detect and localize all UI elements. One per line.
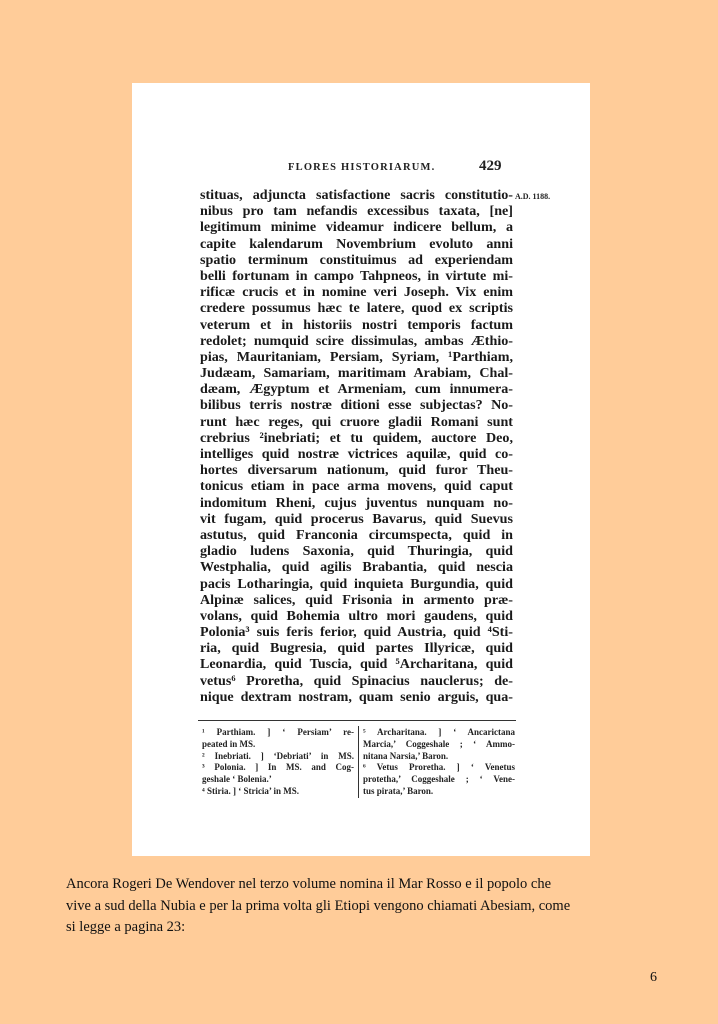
text-line: bilibus terris nostræ ditioni esse subjectas? No-: [200, 397, 513, 414]
scanned-book-page: [132, 83, 590, 856]
text-line: gladio ludens Saxonia, quid Thuringia, quid: [200, 543, 513, 560]
text-line: intelliges quid nostræ victrices aquilæ, quid co-: [200, 446, 513, 462]
running-head: FLORES HISTORIARUM.: [288, 162, 436, 173]
document-page-number: 6: [650, 970, 657, 985]
footnotes-left-column: [202, 727, 354, 798]
text-line: Westphalia, quid agilis Brabantia, quid nescia: [200, 559, 513, 576]
text-line: pias, Mauritaniam, Persiam, Syriam, ¹Parthiam,: [200, 348, 513, 365]
latin-body-text: [200, 187, 513, 705]
caption-line: vive a sud della Nubia e per la prima volta gli Etiopi vengono chiamati Abesiam, come: [66, 897, 571, 914]
text-line: capite kalendarum Novembrium evoluto anni: [200, 235, 513, 252]
footnote-rule: [198, 720, 516, 721]
footnote-line: ⁴ Stiria. ] ‘ Stricia’ in MS.: [202, 785, 300, 796]
text-line: Alpinæ salices, quid Frisonia in armento præ-: [200, 591, 513, 608]
text-line: indomitum Rheni, cujus juventus nunquam no-: [200, 494, 513, 511]
text-line: nibus pro tam nefandis excessibus taxata, [ne]: [200, 203, 513, 220]
footnote-line: ⁶ Vetus Proretha. ] ‘ Venetus: [363, 762, 515, 773]
footnote-line: ³ Polonia. ] In MS. and Cog-: [202, 762, 354, 773]
text-line: hortes diversarum nationum, quid furor Theu-: [200, 462, 513, 479]
footnote-line: ² Inebriati. ] ‘Debriati’ in MS.: [202, 750, 354, 761]
text-line: belli fortunam in campo Tahpneos, in virtute mi-: [200, 267, 513, 284]
text-line: spatio terminum constituimus ad experiendam: [200, 251, 513, 268]
text-line: vetus⁶ Proretha, quid Spinacius nauclerus; de-: [200, 672, 513, 689]
margin-note: A.D. 1188.: [515, 192, 551, 201]
text-line: pacis Lotharingia, quid inquieta Burgundia, quid: [200, 575, 513, 592]
caption-line: Ancora Rogeri De Wendover nel terzo volume nomina il Mar Rosso e il popolo che: [66, 876, 551, 892]
text-line: veterum et in historiis nostri temporis factum: [200, 316, 513, 333]
text-line: stituas, adjuncta satisfactione sacris constitutio-: [200, 187, 513, 203]
footnote-line: ⁵ Archaritana. ] ‘ Ancarictana: [363, 727, 515, 737]
text-line: Polonia³ suis feris ferior, quid Austria, quid ⁴Sti-: [200, 624, 513, 641]
text-line: rificæ crucis et in nomine veri Joseph. Vix enim: [200, 284, 513, 301]
footnote-line: ¹ Parthiam. ] ‘ Persiam’ re-: [202, 727, 354, 737]
text-line: dæam, Ægyptum et Armeniam, cum innumera-: [200, 381, 513, 398]
text-line: vit fugam, quid procerus Bavarus, quid Suevus: [200, 510, 513, 527]
book-page-number: 429: [479, 158, 502, 174]
footnote-line: tus pirata,’ Baron.: [363, 785, 434, 796]
footnote-line: peated in MS.: [202, 738, 256, 749]
footnotes-right-column: [363, 727, 515, 798]
text-line: Judæam, Samariam, maritimam Arabiam, Chal-: [200, 365, 513, 382]
text-line: ria, quid Bugresia, quid partes Illyricæ, quid: [200, 640, 513, 657]
caption-line: si legge a pagina 23:: [66, 919, 186, 935]
footnote-line: nitana Narsia,’ Baron.: [363, 750, 449, 761]
text-line: legitimum minime videamur indicere bellum, a: [200, 219, 513, 236]
text-line: tonicus etiam in pace arma movens, quid caput: [200, 478, 513, 495]
text-line: volans, quid Bohemia ultro mori gaudens, quid: [200, 607, 513, 624]
footnote-column-divider: [358, 726, 359, 798]
text-line: crebrius ²inebriati; et tu quidem, auctore Deo,: [200, 429, 513, 446]
footnote-line: Marcia,’ Coggeshale ; ‘ Ammo-: [363, 738, 515, 749]
text-line: nique dextram nostram, quam senio arguis, qua-: [200, 688, 513, 705]
footnote-line: protetha,’ Coggeshale ; ‘ Vene-: [363, 774, 515, 785]
text-line: credere possumus hæc te latere, quod ex scriptis: [200, 300, 513, 317]
text-line: redolet; numquid scire dissimulas, ambas Æthio-: [200, 332, 513, 349]
italian-caption: [66, 874, 662, 939]
text-line: Leonardia, quid Tuscia, quid ⁵Archaritana, quid: [200, 656, 513, 673]
text-line: runt hæc reges, qui cruore gladii Romani sunt: [200, 413, 513, 430]
text-line: astutus, quid Franconia circumspecta, quid in: [200, 526, 513, 543]
footnote-line: geshale ‘ Bolenia.’: [202, 774, 272, 785]
